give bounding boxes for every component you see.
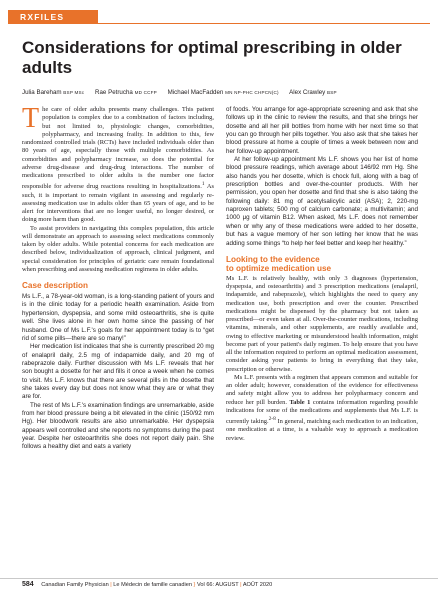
footer-separator: |	[110, 582, 112, 588]
article-title: Considerations for optimal prescribing in older adults	[22, 38, 402, 77]
case-paragraph: The rest of Ms L.F.'s examination findings are unremarkable, aside from her blood pressure being a bit elevated in the clinic (150/92 mm Hg). Her bloodwork results are also unremarkable. Her dyspepsia appears well controlled and she reports no symptoms during the past year. Despite her osteoarthritis she does not report daily pain. She follows a healthy diet and eats a variety	[22, 401, 214, 451]
case-description-heading: Case description	[22, 281, 88, 291]
author-credentials: MN NP-PHC CHPCN(C)	[225, 90, 279, 95]
reference-superscript: 2-8	[268, 416, 276, 423]
author-credentials: MD CCFP	[134, 90, 157, 95]
evidence-heading: Looking to the evidence to optimize medication use	[226, 254, 332, 273]
table-reference-link[interactable]: Table 1	[289, 398, 311, 406]
drop-cap: T	[22, 103, 40, 134]
footer-separator: |	[240, 582, 242, 588]
section-rule	[98, 23, 430, 24]
journal-name-en: Canadian Family Physician	[41, 582, 109, 588]
volume-info: Vol 66: AUGUST	[196, 582, 239, 588]
date-fr: AOÛT 2020	[242, 582, 273, 588]
author-credentials: BSP	[326, 90, 337, 95]
case-paragraph: At her follow-up appointment Ms L.F. shows you her list of home blood pressure readings, which average about 146/92 mm Hg. She also hands you her dosette, which is chock full, along with a bag of prescription bottles and over-the-counter products. With her permission, you open her dosette and find that she is also taking the following daily: 81 mg of acetylsalicylic acid (ASA); 2, 220-mg naproxen tablets; 500 mg of calcium carbonate; a multivitamin; and 1000 μg of vitamin B12. When asked, Ms L.F. does not remember when or why any of these medications were added to her dosette, but has a vague memory of her son letting her know that he was adding some things “to help her feel better and keep her healthy.”	[226, 156, 418, 247]
page-number: 584	[22, 581, 34, 588]
case-paragraph: Ms L.F., a 78-year-old woman, is a long-standing patient of yours and is in the clinic today for a periodic health examination. Aside from hypertension, dyspepsia, and some mild osteoarthritis, she is quite well. She lives alone in her own home since the passing of her husband. One of Ms L.F.'s goals for her appointment today is to “get rid of some pills—there are so many!”	[22, 293, 214, 342]
right-column	[226, 106, 418, 443]
left-column	[22, 103, 214, 452]
page-footer	[22, 581, 272, 589]
author-name: Alex Crawley	[289, 89, 326, 96]
reference-superscript: 1	[201, 181, 205, 188]
evidence-paragraph: Ms L.F. presents with a regimen that appears common and suitable for an older adult; however, consideration of the evidence for effectiveness and safety might allow you to address her polypharmacy concern and reduce her pill burden. Table 1 contains information regarding possible indications for some of the medications and supplements that Ms L.F. is currently taking.$^{2-8}$ In general, matching each medication to an indication, one medication at a time, is a valuable way to approach a medication review.	[226, 373, 418, 442]
footer-rule	[0, 578, 438, 579]
author-credentials: BSP MSc	[63, 90, 85, 95]
author-name: Rae Petrucha	[95, 89, 133, 96]
intro-paragraph: To assist providers in navigating this complex population, this article will demonstrate an approach to assessing select medications commonly taken by older adults. While potential concerns for each medication are described below, individualization of approach, clinical judgment, and special consideration for principles of geriatric care remain foundational when prescribing and assessing medication regimens in older adults.	[22, 224, 214, 273]
author-name: Michael MacFadden	[167, 89, 224, 96]
intro-paragraph: The care of older adults presents many challenges. This patient population is complex due to a combination of factors including, but not limited to, physiologic changes, comorbidities, polypharmacy, and increasing frailty. In addition to this, few randomized controlled trials (RCTs) have included individuals older than 80 years of age, especially those with multiple comorbidities. As comorbidities and polypharmacy increase, so does the potential for adverse drug-disease and drug-drug interactions. The number of medications prescribed to older adults is the number one factor responsible for adverse drug reactions resulting in hospitalizations.$^1$ As such, it is important to remain vigilant in assessing and regularly re-assessing medication use in adults older than 65 years of age, and to be alert for interventions that are no longer useful, no longer desired, or doing more harm than good.	[22, 103, 214, 224]
author-list	[22, 88, 422, 97]
evidence-paragraph: Ms L.F. is relatively healthy, with only 3 diagnoses (hypertension, dyspepsia, and osteoarthritis) and 3 prescription medications (enalapril, indapamide, and rabeprazole), which highlights the need to query any medication use, both prescription and over the counter. Prescribed medications might be dispensed by the pharmacy but not taken as prescribed—or even taken at all. Over-the-counter medications, including vitamins, minerals, and other supplements, are readily available and, owing to effective marketing or misunderstood health information, might become part of your patient's daily regimen. To help ensure that you have all the information required to perform an optimal medication assessment, consider asking your patients to bring in everything that they take, prescription or otherwise.	[226, 274, 418, 373]
author-name: Julia Bareham	[22, 89, 62, 96]
section-tag: RXFILES	[8, 10, 98, 24]
case-paragraph: of foods. You arrange for age-appropriate screening and ask that she follows up in the clinic to review the results, and that she brings her dosette and all her pill bottles from home with her next time so that you can go through her pills together. You also ask that she takes her blood pressure at home a couple of times a week between now and her follow-up appointment.	[226, 106, 418, 155]
footer-separator: }	[193, 582, 196, 588]
case-paragraph: Her medication list indicates that she is currently prescribed 20 mg of enalapril daily, 2.5 mg of indapamide daily, and 20 mg of rabeprazole daily. Further discussion with Ms L.F. reveals that her son bought a dosette for her and fills it once a week when he comes to visit. Ms L.F. knows that there are several pills in the dosette that she takes every day but does not know what they are or what they are for.	[22, 343, 214, 401]
journal-name-fr: Le Médecin de famille canadien	[113, 582, 192, 588]
